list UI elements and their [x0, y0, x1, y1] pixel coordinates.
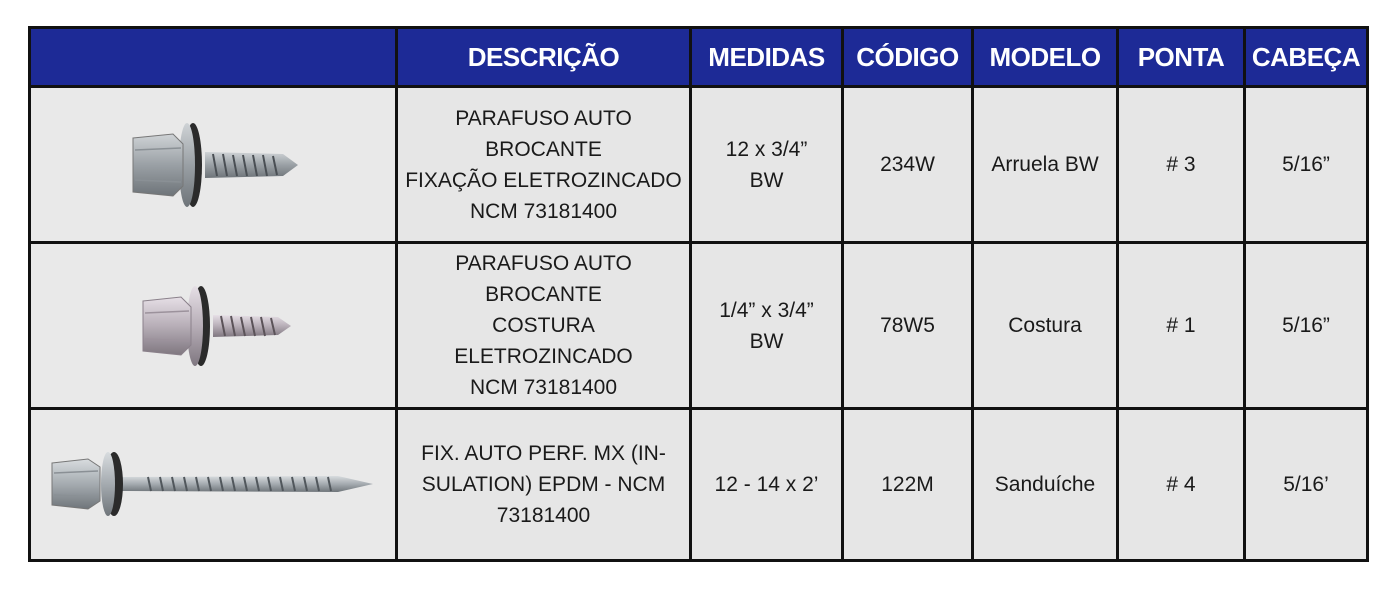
row-measures: 1/4” x 3/4” BW: [691, 243, 843, 408]
header-code: CÓDIGO: [843, 28, 973, 87]
row-model: Costura: [973, 243, 1118, 408]
hex-washer-self-drilling-screw-icon: [113, 110, 313, 220]
row-description: PARAFUSO AUTO BROCANTE COSTURA ELETROZINCADO NCM 73181400: [397, 243, 691, 408]
row-head: 5/16’: [1245, 408, 1368, 560]
table-row: [30, 408, 1368, 560]
product-image-cell: [30, 408, 397, 560]
hex-washer-stitching-screw-icon: [113, 271, 313, 381]
header-description: DESCRIÇÃO: [397, 28, 691, 87]
row-description: FIX. AUTO PERF. MX (IN- SULATION) EPDM - NCM 73181400: [397, 408, 691, 560]
product-table: [28, 26, 1369, 562]
row-code: 122M: [843, 408, 973, 560]
header-measures: MEDIDAS: [691, 28, 843, 87]
row-head: 5/16”: [1245, 87, 1368, 243]
header-head: CABEÇA: [1245, 28, 1368, 87]
row-tip: # 1: [1118, 243, 1245, 408]
row-code: 234W: [843, 87, 973, 243]
row-measures: 12 x 3/4” BW: [691, 87, 843, 243]
row-model: Sanduíche: [973, 408, 1118, 560]
long-hex-washer-self-drilling-screw-icon: [38, 429, 388, 539]
table-row: [30, 87, 1368, 243]
product-image-cell: [30, 243, 397, 408]
row-code: 78W5: [843, 243, 973, 408]
row-head: 5/16”: [1245, 243, 1368, 408]
header-row: [30, 28, 1368, 87]
row-model: Arruela BW: [973, 87, 1118, 243]
row-tip: # 4: [1118, 408, 1245, 560]
header-tip: PONTA: [1118, 28, 1245, 87]
product-image-cell: [30, 87, 397, 243]
row-description: PARAFUSO AUTO BROCANTE FIXAÇÃO ELETROZINCADO NCM 73181400: [397, 87, 691, 243]
header-image: [30, 28, 397, 87]
header-model: MODELO: [973, 28, 1118, 87]
row-tip: # 3: [1118, 87, 1245, 243]
row-measures: 12 - 14 x 2’: [691, 408, 843, 560]
table-row: [30, 243, 1368, 408]
